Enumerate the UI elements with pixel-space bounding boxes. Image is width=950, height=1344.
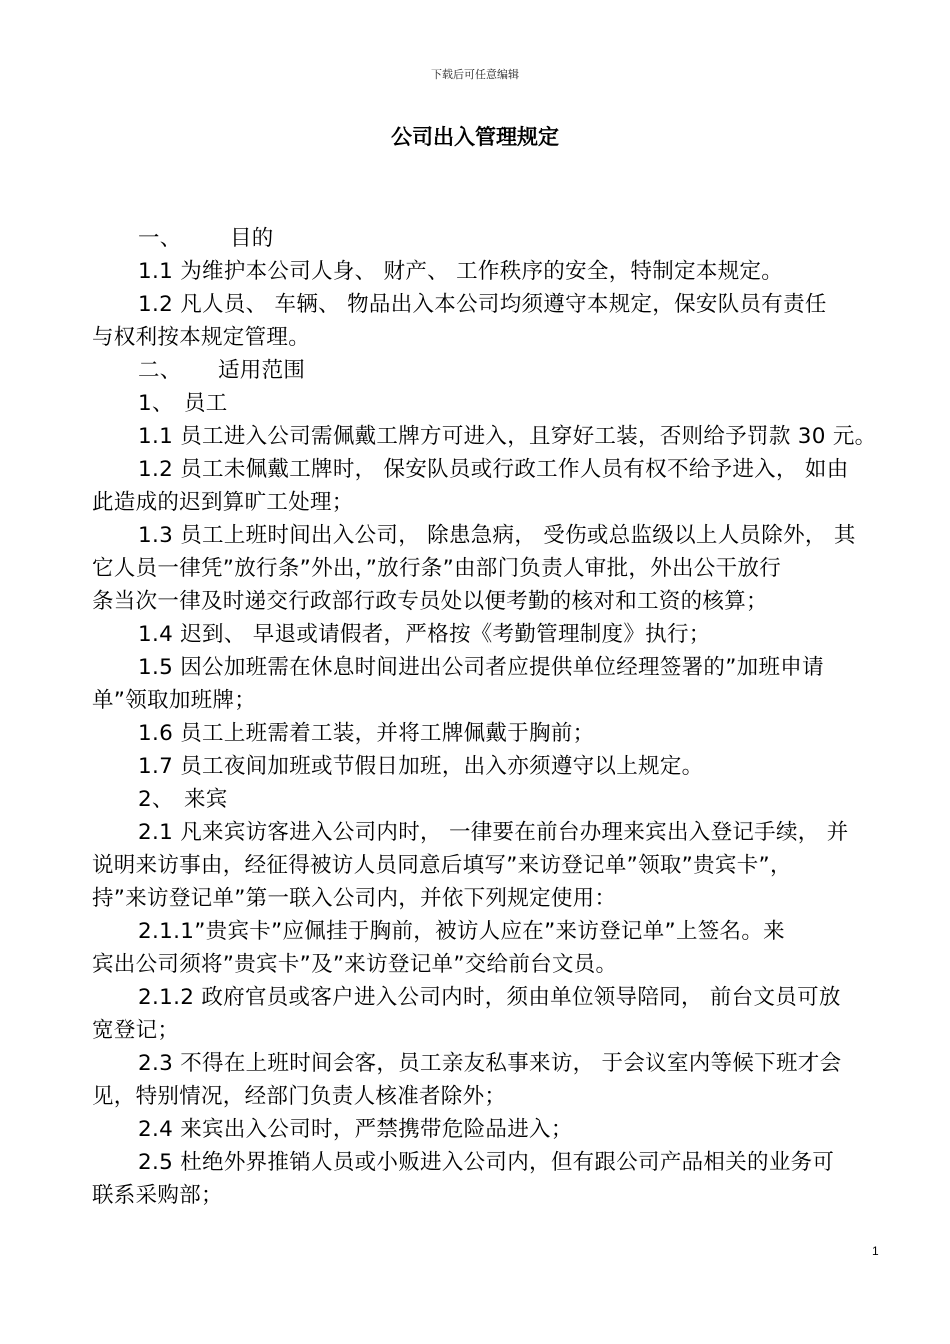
paragraph-cont: 此造成的迟到算旷工处理； <box>92 490 354 515</box>
paragraph-cont: 联系采购部； <box>92 1183 223 1208</box>
paragraph-cont: 它人员一律凭”放行条”外出，”放行条”由部门负责人审批，外出公干放行 <box>92 556 782 581</box>
paragraph: 2.4 来宾出入公司时，严禁携带危险品进入； <box>138 1117 573 1142</box>
subsection-heading <box>92 387 884 420</box>
paragraph: 1.4 迟到、 早退或请假者，严格按《考勤管理制度》执行； <box>138 622 711 647</box>
paragraph-cont: 持”来访登记单”第一联入公司内，并依下列规定使用： <box>92 886 617 911</box>
paragraph: 1.1 员工进入公司需佩戴工牌方可进入，且穿好工装，否则给予罚款 30 元。 <box>138 424 877 449</box>
subsection-heading <box>92 783 884 816</box>
paragraph: 1.5 因公加班需在休息时间进出公司者应提供单位经理签署的”加班申请 <box>138 655 824 680</box>
subsection-title: 来宾 <box>184 787 228 812</box>
paragraph-cont: 单”领取加班牌； <box>92 688 257 713</box>
paragraph: 2.1.2 政府官员或客户进入公司内时，须由单位领导陪同， 前台文员可放 <box>138 985 841 1010</box>
paragraph-cont: 宾出公司须将”贵宾卡”及”来访登记单”交给前台文员。 <box>92 952 618 977</box>
paragraph: 1.7 员工夜间加班或节假日加班，出入亦须遵守以上规定。 <box>138 754 704 779</box>
paragraph: 2.3 不得在上班时间会客，员工亲友私事来访， 于会议室内等候下班才会 <box>138 1051 842 1076</box>
subsection-title: 员工 <box>184 391 228 416</box>
paragraph-cont: 宽登记； <box>92 1018 180 1043</box>
paragraph: 1.3 员工上班时间出入公司， 除患急病， 受伤或总监级以上人员除外， 其 <box>138 523 856 548</box>
paragraph: 2.5 杜绝外界推销人员或小贩进入公司内，但有跟公司产品相关的业务可 <box>138 1150 835 1175</box>
section-number: 二、 <box>138 358 182 383</box>
paragraph: 1.2 员工未佩戴工牌时， 保安队员或行政工作人员有权不给予进入， 如由 <box>138 457 849 482</box>
section-number: 一、 <box>138 226 182 251</box>
paragraph: 1.6 员工上班需着工装，并将工牌佩戴于胸前； <box>138 721 595 746</box>
section-title: 适用范围 <box>218 358 306 383</box>
paragraph-cont: 见，特别情况，经部门负责人核准者除外； <box>92 1084 507 1109</box>
document-body <box>92 222 884 1212</box>
paragraph-cont: 条当次一律及时递交行政部行政专员处以便考勤的核对和工资的核算； <box>92 589 768 614</box>
paragraph: 2.1.1”贵宾卡”应佩挂于胸前，被访人应在”来访登记单”上签名。来 <box>138 919 785 944</box>
paragraph: 1.1 为维护本公司人身、 财产、 工作秩序的安全，特制定本规定。 <box>138 259 784 284</box>
section-heading <box>92 354 884 387</box>
paragraph-cont: 说明来访事由，经征得被访人员同意后填写”来访登记单”领取”贵宾卡”， <box>92 853 792 878</box>
paragraph: 1.2 凡人员、 车辆、 物品出入本公司均须遵守本规定，保安队员有责任 <box>138 292 827 317</box>
header-note: 下载后可任意编辑 <box>431 68 519 81</box>
paragraph-cont: 与权利按本规定管理。 <box>92 325 311 350</box>
section-heading <box>92 222 884 255</box>
document-title: 公司出入管理规定 <box>391 125 559 149</box>
paragraph: 2.1 凡来宾访客进入公司内时， 一律要在前台办理来宾出入登记手续， 并 <box>138 820 849 845</box>
subsection-number: 2、 <box>138 787 174 812</box>
subsection-number: 1、 <box>138 391 174 416</box>
section-title: 目的 <box>230 226 274 251</box>
page-number: 1 <box>872 1244 879 1258</box>
